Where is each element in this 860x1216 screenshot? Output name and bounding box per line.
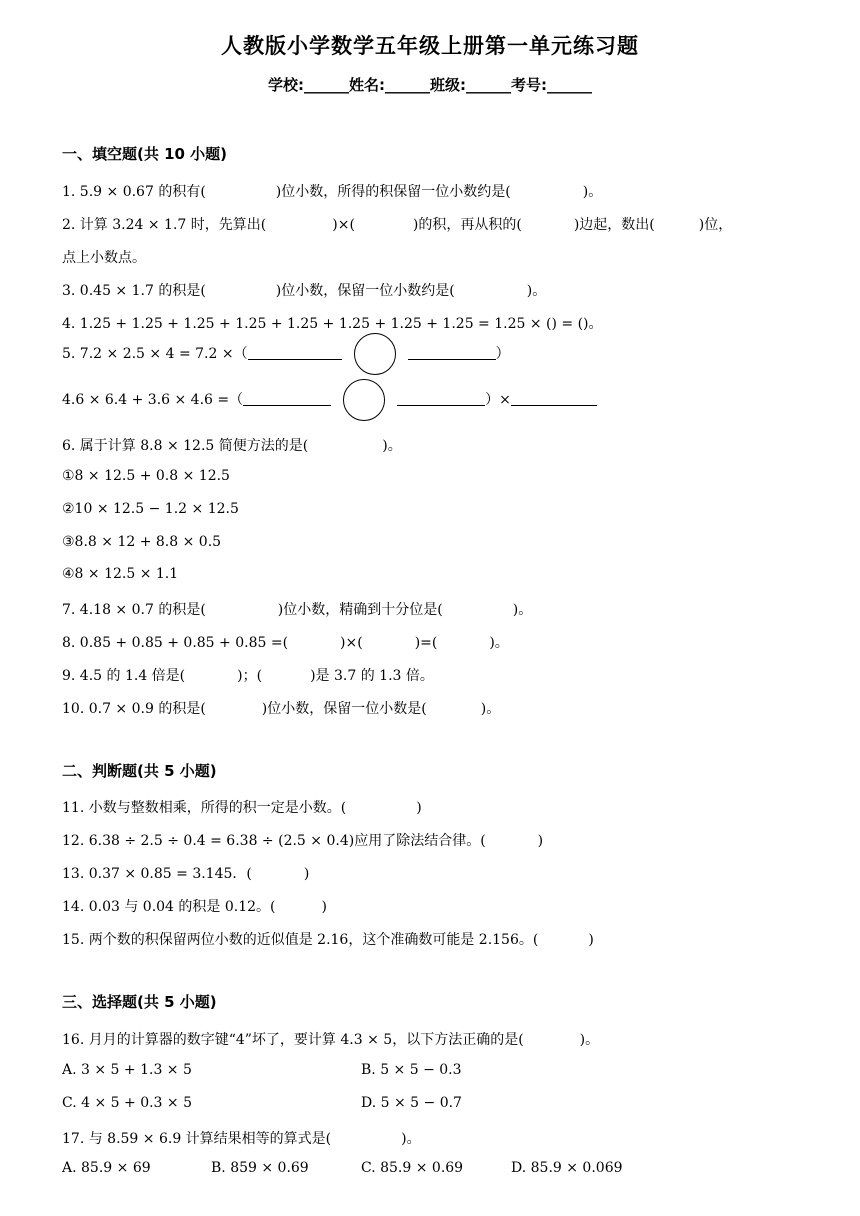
question-9 xyxy=(62,665,434,685)
q5-circle-1[interactable] xyxy=(354,333,396,375)
q16-options-row-1 xyxy=(62,1062,822,1082)
q9-text-b: )；( xyxy=(237,668,263,684)
q8-text-a: 8. 0.85 + 0.85 + 0.85 + 0.85 =( xyxy=(62,635,289,651)
q9-text-c: )是 3.7 的 1.3 倍。 xyxy=(310,668,434,684)
q16-option-a[interactable]: A. 3 × 5 + 1.3 × 5 xyxy=(62,1062,192,1078)
q8-text-b: )×( xyxy=(340,635,363,651)
q5-underline-2[interactable] xyxy=(408,345,496,360)
question-13 xyxy=(62,863,309,883)
q14-text-b: ) xyxy=(321,899,327,915)
q7-text-c: )。 xyxy=(512,602,533,618)
q11-text-a: 11. 小数与整数相乘，所得的积一定是小数。( xyxy=(62,800,347,816)
q6-stem-b: )。 xyxy=(382,438,402,454)
q13-text-a: 13. 0.37 × 0.85 = 3.145．( xyxy=(62,866,252,882)
class-blank[interactable]: ______ xyxy=(466,76,511,94)
q17-text-a: 17. 与 8.59 × 6.9 计算结果相等的算式是( xyxy=(62,1131,332,1147)
q16-text-a: 16. 月月的计算器的数字键“4”坏了，要计算 4.3 × 5，以下方法正确的是( xyxy=(62,1032,524,1048)
question-2-continued: 点上小数点。 xyxy=(62,250,146,266)
q8-text-d: )。 xyxy=(489,635,509,651)
q1-text-b: )位小数，所得的积保留一位小数约是( xyxy=(275,184,511,200)
question-10 xyxy=(62,698,500,718)
question-2 xyxy=(62,214,732,234)
question-15 xyxy=(62,929,594,949)
q17-option-d[interactable]: D. 85.9 × 0.069 xyxy=(511,1160,623,1176)
q5-text-c: 4.6 × 6.4 + 3.6 × 4.6 =（ xyxy=(62,392,244,408)
q5-text-a: 5. 7.2 × 2.5 × 4 = 7.2 ×（ xyxy=(62,346,248,362)
section-fill-in: 一、填空题(共 10 小题) xyxy=(62,145,228,163)
q2-text-c: )的积，再从积的( xyxy=(412,217,522,233)
question-12 xyxy=(62,830,543,850)
q12-text-b: ) xyxy=(537,833,544,849)
q2-text-b: )×( xyxy=(332,217,355,233)
q17-options-row xyxy=(62,1160,822,1180)
q16-text-b: )。 xyxy=(579,1032,600,1048)
q6-option-4[interactable]: ④8 × 12.5 × 1.1 xyxy=(62,566,179,582)
name-blank[interactable]: ______ xyxy=(385,76,430,94)
question-11 xyxy=(62,797,422,817)
q1-text-c: )。 xyxy=(582,184,603,200)
q10-text-b: )位小数，保留一位小数是( xyxy=(261,701,427,717)
q16-option-d[interactable]: D. 5 × 5 − 0.7 xyxy=(361,1095,462,1111)
q2-text-e: )位， xyxy=(698,217,733,233)
q5-underline-4[interactable] xyxy=(397,391,485,406)
exam-no-blank[interactable]: ______ xyxy=(547,76,592,94)
q16-option-b[interactable]: B. 5 × 5 − 0.3 xyxy=(361,1062,462,1078)
q3-text-c: )。 xyxy=(526,283,547,299)
name-label: 姓名: xyxy=(349,76,385,94)
q5-text-d: ）× xyxy=(485,392,511,408)
q15-text-b: ) xyxy=(588,932,594,948)
exam-no-label: 考号: xyxy=(511,76,547,94)
q6-option-1[interactable]: ①8 × 12.5 + 0.8 × 12.5 xyxy=(62,468,230,484)
q17-option-a[interactable]: A. 85.9 × 69 xyxy=(62,1160,151,1176)
q12-text-a: 12. 6.38 ÷ 2.5 ÷ 0.4 = 6.38 ÷ (2.5 × 0.4)应用了除法结合律。( xyxy=(62,833,486,849)
q16-options-row-2 xyxy=(62,1095,822,1115)
q16-option-c[interactable]: C. 4 × 5 + 0.3 × 5 xyxy=(62,1095,192,1111)
section-multiple-choice: 三、选择题(共 5 小题) xyxy=(62,993,217,1011)
student-info-line xyxy=(0,74,860,95)
question-6 xyxy=(62,435,402,455)
q2-text-d: )边起，数出( xyxy=(573,217,655,233)
question-5-line-2 xyxy=(62,379,597,419)
q17-option-c[interactable]: C. 85.9 × 0.69 xyxy=(361,1160,464,1176)
q13-text-b: ) xyxy=(303,866,310,882)
question-5-line-1 xyxy=(62,333,510,373)
q5-underline-5[interactable] xyxy=(511,391,597,406)
q9-text-a: 9. 4.5 的 1.4 倍是( xyxy=(62,668,186,684)
q3-text-a: 3. 0.45 × 1.7 的积是( xyxy=(62,283,206,299)
question-8 xyxy=(62,632,509,652)
question-1 xyxy=(62,181,602,201)
question-7 xyxy=(62,599,532,619)
question-14 xyxy=(62,896,327,916)
q5-circle-2[interactable] xyxy=(343,379,385,421)
class-label: 班级: xyxy=(430,76,466,94)
q6-option-2[interactable]: ②10 × 12.5 − 1.2 × 12.5 xyxy=(62,501,239,517)
q2-text-a: 2. 计算 3.24 × 1.7 时，先算出( xyxy=(62,217,267,233)
q10-text-c: )。 xyxy=(480,701,501,717)
q14-text-a: 14. 0.03 与 0.04 的积是 0.12。( xyxy=(62,899,276,915)
q15-text-a: 15. 两个数的积保留两位小数的近似值是 2.16，这个准确数可能是 2.156。( xyxy=(62,932,539,948)
q17-text-b: )。 xyxy=(401,1131,421,1147)
q6-stem-a: 6. 属于计算 8.8 × 12.5 简便方法的是( xyxy=(62,438,309,454)
q6-option-3[interactable]: ③8.8 × 12 + 8.8 × 0.5 xyxy=(62,534,222,550)
q7-text-b: )位小数，精确到十分位是( xyxy=(277,602,443,618)
question-3 xyxy=(62,280,546,300)
question-16 xyxy=(62,1029,599,1049)
q10-text-a: 10. 0.7 × 0.9 的积是( xyxy=(62,701,206,717)
q5-underline-3[interactable] xyxy=(243,391,331,406)
question-17 xyxy=(62,1128,421,1148)
q1-text-a: 1. 5.9 × 0.67 的积有( xyxy=(62,184,206,200)
q5-underline-1[interactable] xyxy=(248,345,342,360)
question-4: 4. 1.25 + 1.25 + 1.25 + 1.25 + 1.25 + 1.25 + 1.25 + 1.25 = 1.25 × () = ()。 xyxy=(62,316,603,332)
school-label: 学校: xyxy=(268,76,304,94)
q17-option-b[interactable]: B. 859 × 0.69 xyxy=(211,1160,309,1176)
q5-text-b: ） xyxy=(495,346,510,362)
page-title: 人教版小学数学五年级上册第一单元练习题 xyxy=(221,34,639,58)
q3-text-b: )位小数，保留一位小数约是( xyxy=(275,283,455,299)
q11-text-b: ) xyxy=(416,800,422,816)
section-true-false: 二、判断题(共 5 小题) xyxy=(62,762,217,780)
q8-text-c: )=( xyxy=(414,635,438,651)
school-blank[interactable]: ______ xyxy=(304,76,349,94)
q7-text-a: 7. 4.18 × 0.7 的积是( xyxy=(62,602,206,618)
